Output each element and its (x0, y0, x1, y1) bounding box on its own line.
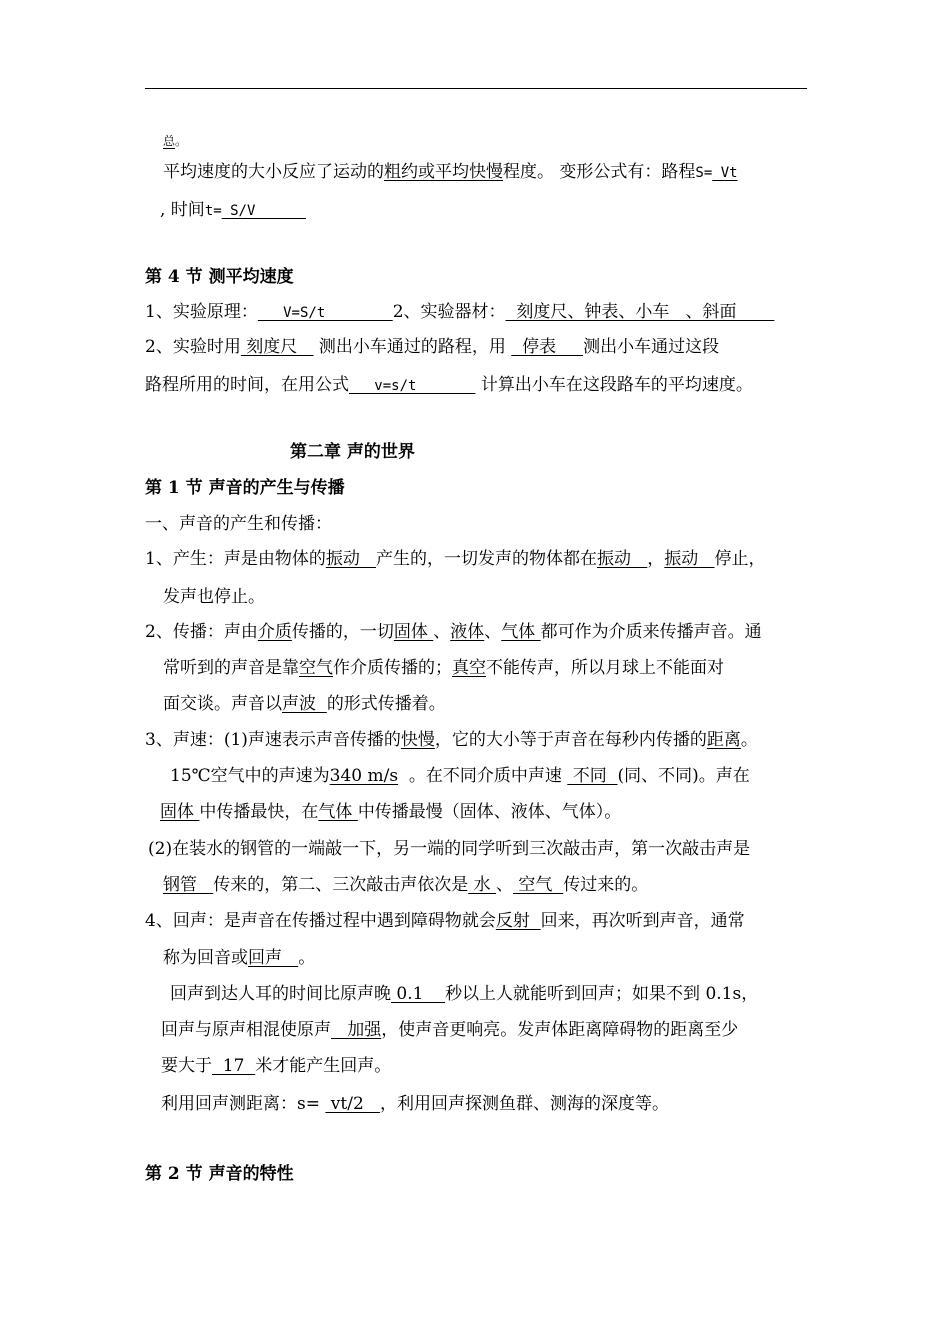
answer-blank: 快慢 (400, 730, 435, 750)
para-produce-1: 1、产生：声是由物体的振动 产生的，一切发声的物体都在振动 ，振动 停止， (145, 549, 766, 569)
answer-blank: 刻度尺、钟表、小车 、斜面 (505, 302, 775, 322)
answer-blank: 空气 (513, 875, 564, 895)
answer-blank: S/V (221, 203, 306, 219)
para-pipe-2: 钢管 传来的，第二、三次敲击声依次是 水 、 空气 传过来的。 (163, 875, 649, 895)
para-speed-2: 15℃空气中的声速为340 m/s 。在不同介质中声速 不同 (同、不同)。声在 (170, 766, 750, 786)
para-echo-5: 要大于 17 米才能产生回声。 (161, 1056, 392, 1076)
para-propagate-3: 面交谈。声音以声波 的形式传播着。 (163, 694, 446, 714)
answer-blank: 液体 (450, 622, 485, 642)
para-echo-2: 称为回音或回声 。 (163, 948, 316, 968)
answer-blank: Vt (712, 165, 738, 181)
section-heading: 第 2 节 声音的特性 (145, 1164, 294, 1184)
answer-blank: 振动 (325, 549, 377, 569)
underlined-word: 总 (163, 134, 176, 148)
para-pipe-1: (2)在装水的钢管的一端敲一下，另一端的同学听到三次敲击声，第一次敲击声是 (148, 839, 751, 859)
answer-blank: 声波 (282, 694, 327, 714)
answer-blank: 距离 (706, 730, 741, 750)
answer-blank: 固体 (393, 622, 434, 642)
answer-blank: 气体 (318, 802, 358, 822)
answer-blank: 粗约或平均快慢 (384, 162, 503, 182)
answer-blank: 加强 (331, 1020, 382, 1040)
answer-blank: 340 (329, 766, 368, 786)
answer-blank: 17 (212, 1056, 256, 1076)
answer-blank: 振动 (597, 549, 648, 569)
answer-blank: vt/2 (325, 1094, 380, 1114)
header-rule (145, 88, 807, 89)
subsection-heading: 一、声音的产生和传播： (145, 514, 332, 534)
answer-blank: 气体 (501, 622, 541, 642)
answer-blank: m/s (367, 766, 399, 786)
prev-line-2: , 时间t= S/V (160, 200, 306, 220)
prev-line-1: 平均速度的大小反应了运动的粗约或平均快慢程度。 变形公式有：路程S= Vt (163, 162, 738, 182)
section-heading: 第 1 节 声音的产生与传播 (145, 478, 345, 498)
answer-blank: 不同 (567, 766, 618, 786)
para-echo-1: 4、回声：是声音在传播过程中遇到障碍物就会反射 回来，再次听到声音，通常 (145, 911, 745, 931)
prev-line-0: 总。 (163, 134, 188, 148)
answer-blank: 0.1 (391, 984, 446, 1004)
para-echo-4: 回声与原声相混使原声 加强，使声音更响亮。发声体距离障碍物的距离至少 (161, 1020, 739, 1040)
answer-blank: 空气 (299, 658, 333, 678)
para-produce-2: 发声也停止。 (163, 587, 265, 607)
s4-line-2: 2、实验时用 刻度尺 测出小车通过的路程，用 停表 测出小车通过这段 (145, 337, 720, 357)
answer-blank: 反射 (495, 911, 541, 931)
section-heading: 第 4 节 测平均速度 (145, 267, 294, 287)
para-echo-6: 利用回声测距离：s= vt/2 ，利用回声探测鱼群、测海的深度等。 (161, 1094, 669, 1114)
answer-blank: 固体 (160, 802, 200, 822)
answer-blank: 水 (468, 875, 497, 895)
answer-blank: 停表 (511, 337, 584, 357)
answer-blank: v=s/t (349, 378, 476, 394)
answer-blank: 刻度尺 (240, 337, 314, 357)
answer-blank: 振动 (664, 549, 715, 569)
s4-line-3: 路程所用的时间，在用公式 v=s/t 计算出小车在这段路车的平均速度。 (145, 375, 753, 395)
answer-blank: 钢管 (163, 875, 214, 895)
answer-blank: 介质 (257, 622, 292, 642)
answer-blank: V=S/t (257, 305, 393, 321)
para-propagate-2: 常听到的声音是靠空气作介质传播的；真空不能传声，所以月球上不能面对 (163, 658, 724, 678)
para-echo-3: 回声到达人耳的时间比原声晚 0.1 秒以上人就能听到回声；如果不到 0.1s， (170, 984, 759, 1004)
answer-blank: 回声 (248, 948, 299, 968)
chapter-title: 第二章 声的世界 (290, 442, 415, 462)
para-speed-3: 固体 中传播最快，在气体 中传播最慢（固体、液体、气体）。 (160, 802, 622, 822)
s4-line-1: 1、实验原理： V=S/t 2、实验器材： 刻度尺、钟表、小车 、斜面 (145, 302, 775, 322)
answer-blank: 真空 (452, 658, 486, 678)
para-speed-1: 3、声速：(1)声速表示声音传播的快慢，它的大小等于声音在每秒内传播的距离。 (145, 730, 758, 750)
para-propagate-1: 2、传播：声由介质传播的，一切固体 、液体、气体 都可作为介质来传播声音。通 (145, 622, 762, 642)
